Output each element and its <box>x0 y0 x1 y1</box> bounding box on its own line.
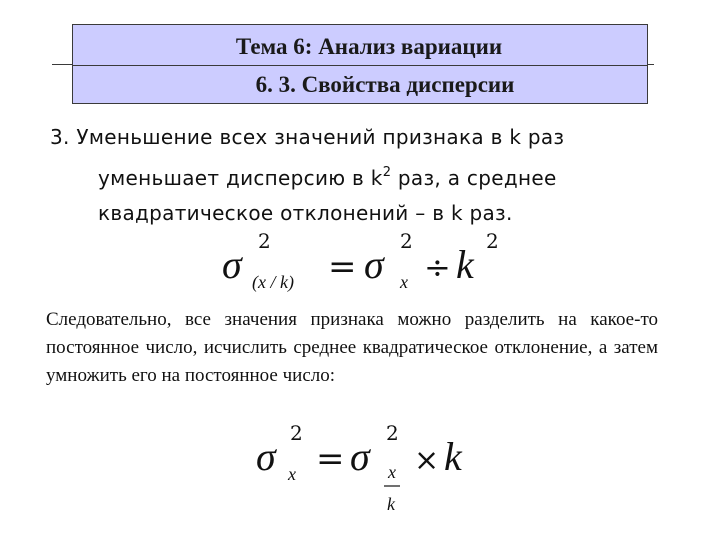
formula-variance-scaling <box>216 230 516 300</box>
formula-2-sub-denominator: k <box>387 494 395 514</box>
property-3-text-2a: уменьшает дисперсию в k <box>98 166 383 190</box>
title-box <box>72 24 648 104</box>
formula-2-multiplier: k <box>444 434 462 479</box>
formula-2-lhs-sub: x <box>288 464 296 484</box>
formula-1-lhs-sigma: σ <box>222 242 242 287</box>
slide-section-title: 6. 3. Свойства дисперсии <box>255 72 515 97</box>
power-superscript: 2 <box>382 165 392 180</box>
formula-1-svg <box>216 230 516 300</box>
formula-2-lhs-sigma: σ <box>256 434 276 479</box>
property-3-text-1: Уменьшение всех значений признака в k раз <box>76 125 565 149</box>
title-rule-extension-right <box>648 64 654 65</box>
property-3-statement <box>50 120 670 231</box>
formula-1-divide-sign: ÷ <box>424 248 451 286</box>
formula-2-times-sign: × <box>414 443 440 478</box>
title-divider <box>73 65 647 66</box>
title-rule-extension-left <box>52 64 72 65</box>
property-3-line-1 <box>50 120 670 155</box>
formula-2-lhs-sup: 2 <box>290 421 303 445</box>
formula-1-rhs-sub: x <box>400 272 408 292</box>
property-3-text-3: квадратическое отклонений – в k раз. <box>98 201 513 225</box>
formula-2-rhs-sigma: σ <box>350 434 370 479</box>
formula-2-equals: = <box>316 439 345 479</box>
property-number: 3. <box>50 125 70 149</box>
formula-1-lhs-sup: 2 <box>258 229 271 253</box>
formula-1-divisor: k <box>456 242 474 287</box>
conclusion-paragraph: Следовательно, все значения признака можно разделить на какое-то постоянное число, исчислить среднее квадратическое отклонение, а затем умножить его на постоянное число: <box>46 309 658 386</box>
formula-1-equals: = <box>328 247 357 287</box>
formula-1-lhs-sub: (x / k) <box>252 272 294 292</box>
formula-2-sub-numerator: x <box>388 462 396 482</box>
formula-1-rhs-sup: 2 <box>400 229 413 253</box>
slide-topic-title: Тема 6: Анализ вариации <box>235 34 503 59</box>
formula-std-scaling <box>254 421 484 524</box>
formula-2-svg <box>254 421 484 524</box>
property-3-line-3 <box>50 196 670 231</box>
formula-2-rhs-sup: 2 <box>386 421 399 445</box>
property-3-line-2 <box>50 155 670 196</box>
property-3-text-2b: раз, а среднее <box>391 166 557 190</box>
formula-1-divisor-sup: 2 <box>486 229 499 253</box>
formula-1-rhs-sigma: σ <box>364 242 384 287</box>
